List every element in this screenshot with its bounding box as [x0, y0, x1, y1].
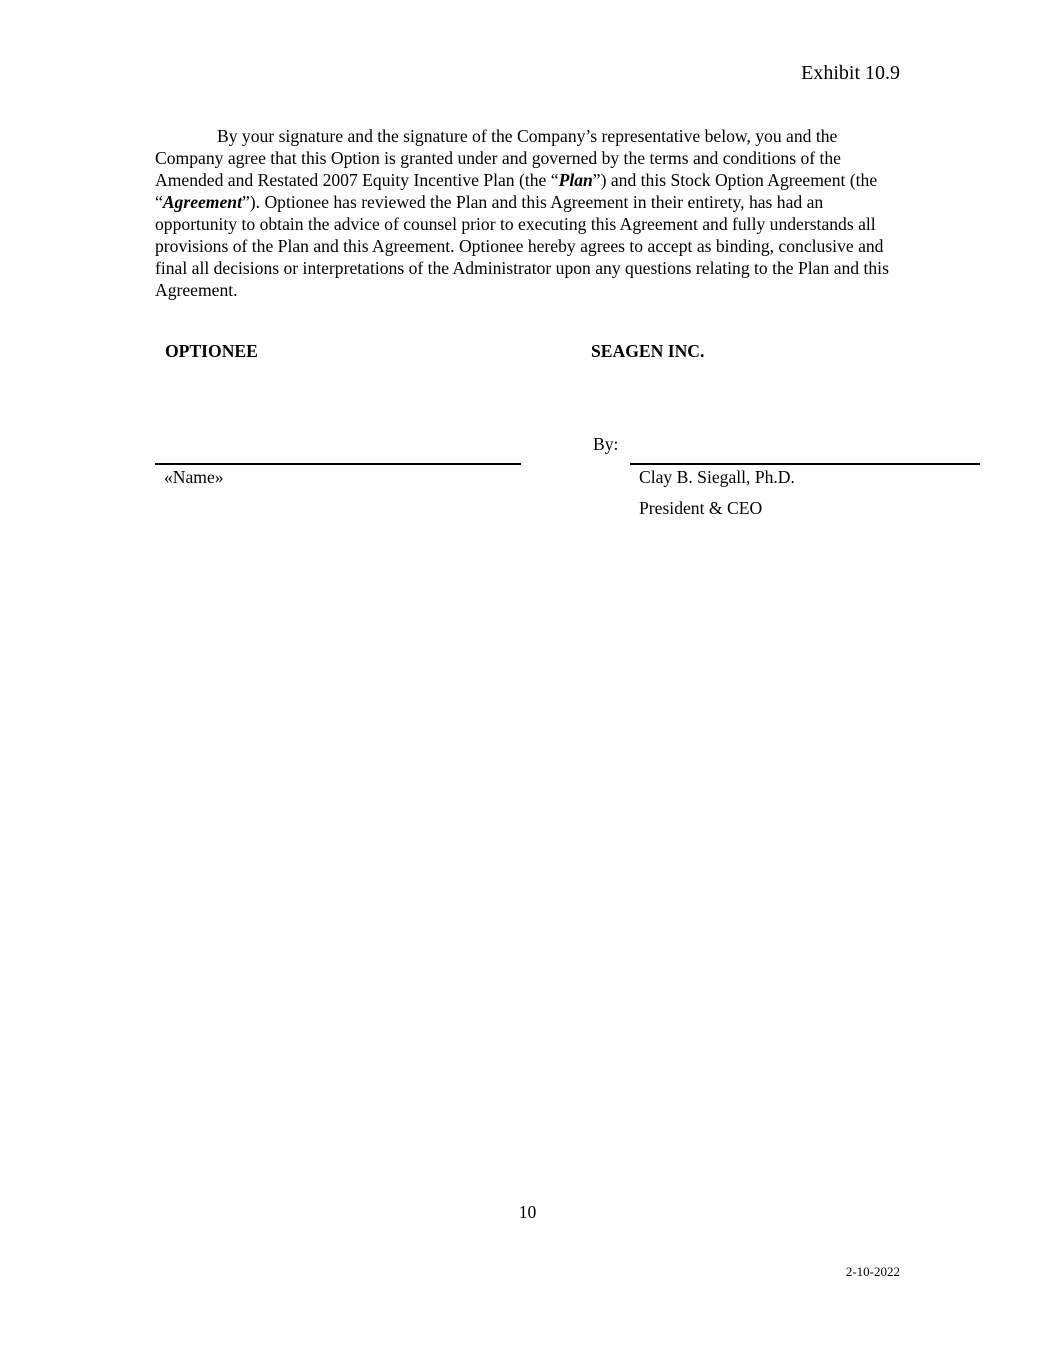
company-heading: SEAGEN INC. — [591, 341, 705, 361]
signer-name: Clay B. Siegall, Ph.D. — [639, 467, 795, 487]
agreement-defined-term: Agreement — [162, 192, 242, 212]
agreement-paragraph — [155, 125, 900, 301]
company-signature-line — [630, 463, 980, 465]
optionee-signature-line — [155, 463, 521, 465]
paragraph-text-part-2: ”) and this Stock Option Agreement (the “ — [155, 170, 878, 212]
exhibit-number: Exhibit 10.9 — [801, 62, 900, 84]
paragraph-text-part-1: By your signature and the signature of the Company’s representative below, you and the Company agree that this Option is granted under and governed by the terms and conditions of the Amended and Restated 2007 Equity Incentive Plan (the “ — [155, 126, 841, 190]
plan-defined-term: Plan — [558, 170, 593, 190]
optionee-name-placeholder: «Name» — [164, 467, 224, 487]
document-date: 2-10-2022 — [845, 1264, 900, 1279]
by-label: By: — [593, 434, 619, 454]
page-number: 10 — [518, 1202, 537, 1222]
optionee-heading: OPTIONEE — [165, 341, 258, 361]
signer-title: President & CEO — [639, 498, 763, 518]
paragraph-text-part-3: ”). Optionee has reviewed the Plan and this Agreement in their entirety, has had an opportunity to obtain the advice of counsel prior to executing this Agreement and fully understands all provisions of the Plan and this Agreement. Optionee hereby agrees to accept as binding, conclusive and final all decisions or interpretations of the Administrator upon any questions relating to the Plan and this Agreement. — [155, 192, 889, 300]
